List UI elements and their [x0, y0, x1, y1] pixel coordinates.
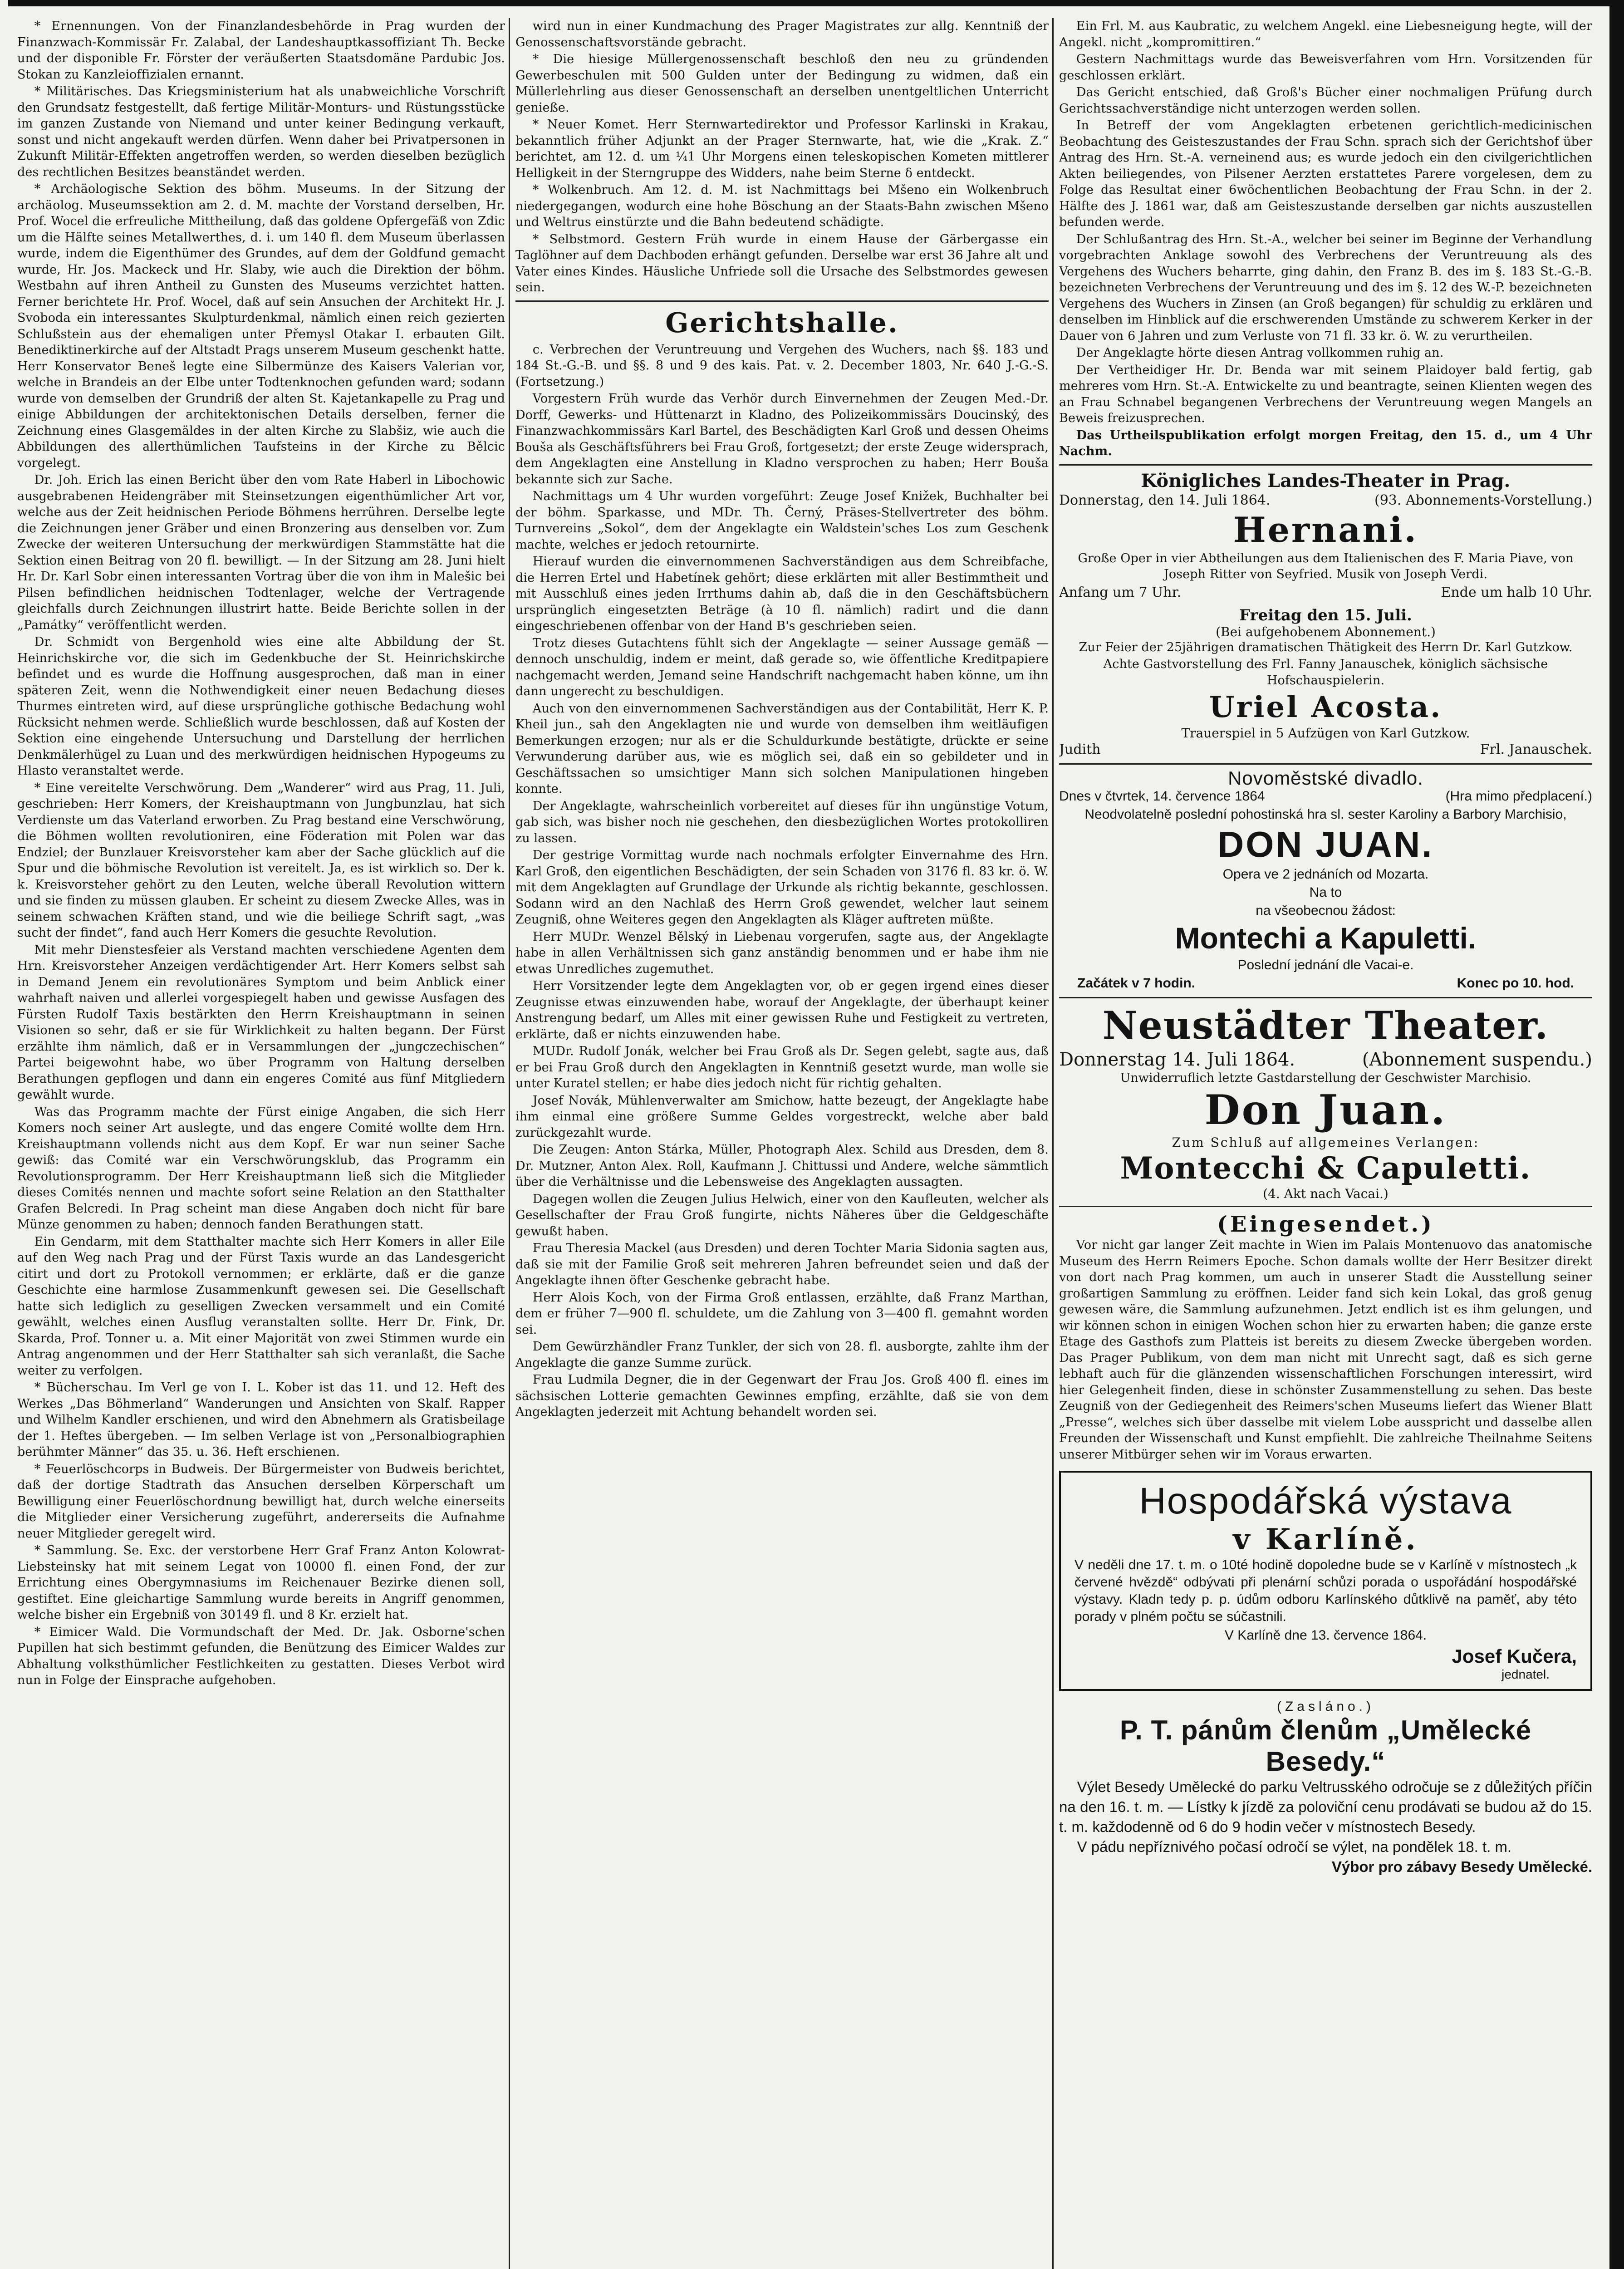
- play-description: Trauerspiel in 5 Aufzügen von Karl Gutzkow.: [1181, 726, 1470, 741]
- court-report-paragraph: Ein Frl. M. aus Kaubratic, zu welchem Angekl. eine Liebesneigung hegte, will der Angekl. nicht „kompromittiren.“: [1059, 19, 1592, 49]
- performance-date-row: [1059, 1048, 1592, 1071]
- friday-heading: Freitag den 15. Juli.: [1239, 606, 1412, 624]
- column-left: [17, 18, 505, 2269]
- section-divider: [1059, 763, 1592, 765]
- theater-title: Neustädter Theater.: [1102, 1003, 1549, 1048]
- play-description: Große Oper in vier Abtheilungen aus dem Italienischen des F. Maria Piave, von Joseph Ritter von Seyfried. Musik von Joseph Verdi.: [1078, 551, 1574, 581]
- news-item: * Selbstmord. Gestern Früh wurde in einem Hause der Gärbergasse ein Taglöhner auf dem Dachboden erhängt gefunden. Derselbe war erst 36 Jahre alt und Vater eines Kindes. Häusliche Unfriede soll die Ursache des Selbstmordes gewesen sein.: [515, 232, 1049, 295]
- section-divider: [1059, 1206, 1592, 1207]
- court-report-paragraph: Der Angeklagte, wahrscheinlich vorbereitet auf dieses für ihn ungünstige Votum, gab sich, was bisher noch nie geschehen, den diesbezüglichen Wortes protokolliren zu lassen.: [515, 799, 1049, 845]
- then-label: Na to: [1309, 885, 1342, 900]
- association-notice: [1059, 1699, 1592, 1877]
- section-divider: [1059, 997, 1592, 998]
- news-item: * Archäologische Sektion des böhm. Museums. In der Sitzung der archäolog. Museumssektion am 2. d. M. machte der Vorstand derselben, Hr. Prof. Woсel die erfreuliche Mittheilung, daß das goldene Opfergefäß von Zdic um die Hälfte seines Metallwerthes, d. i. um 140 fl. dem Museum überlassen wurde, indem die Eigenthümer des Grundes, auf dem der Goldfund gemacht wurde, Hr. Jos. Mackeck und Hr. Slaby, wie auch die Direktion der böhm. Westbahn auf ihren Antheil zu Gunsten des Museums verzichtet hatten. Ferner berichtete Hr. Prof. Woсel, daß auf sein Ansuchen der Architekt Hr. J. Svoboda ein interessantes Skulpturdenkmal, nämlich einen reich gezierten Schlußstein aus der ehemaligen unter Přemysl Otakar I. erbauten Gilt. Benediktinerkirche auf der Altstadt Prags unserem Museum geschenkt hatte. Herr Konservator Beneš legte eine Silbermünze des Kaisers Valerian vor, welche in Brandeis an der Elbe unter Todtenknochen gefunden ward; sodann wurde von demselben der Grundriß der alten St. Kajetankapelle zu Prag und einige Abbildungen der architektonischen Details derselben, ferner die Zeichnung eines Glasgemäldes in der alten Kirche zu Slabšiz, wie auch die Abbildungen des allerthümlichen Taufsteins in der Kirche zu Bělcic vorgelegt.: [17, 182, 505, 470]
- news-item: * Bücherschau. Im Verl ge von I. L. Kober ist das 11. und 12. Heft des Werkes „Das Böhmerland“ Wanderungen und Ansichten von Skalf. Rapper und Wilhelm Kandler erschienen, und wird den Abnehmern als Gratisbeilage der 1. Heftes übergeben. — Im selben Verlage ist von „Personalbiographien berühmter Männer“ das 35. u. 36. Heft erschienen.: [17, 1380, 505, 1459]
- court-report-paragraph: Dagegen wollen die Zeugen Julius Helwich, einer von den Kaufleuten, welcher als Gesellschafter der Frau Groß fungirte, nichts Näheres über die Geldgeschäfte gewußt haben.: [515, 1192, 1049, 1238]
- exhibition-date: V Karlíně dne 13. července 1864.: [1224, 1628, 1427, 1643]
- play-description: (4. Akt nach Vacai.): [1263, 1186, 1388, 1201]
- play-description: Opera ve 2 jednáních od Mozarta.: [1222, 867, 1429, 882]
- court-report-paragraph: Gestern Nachmittags wurde das Beweisverfahren vom Hrn. Vorsitzenden für geschlossen erklärt.: [1059, 52, 1592, 83]
- end-time: Konec po 10. hod.: [1457, 976, 1574, 991]
- court-report-paragraph: Frau Ludmila Degner, die in der Gegenwart der Frau Jos. Groß 400 fl. eines im sächsischen Lotterie gemachten Gewinnes empfing, erzählte, daß sie von dem Angeklagten jederzeit mit Achtung behandelt worden sei.: [515, 1373, 1049, 1419]
- performance-date: Dnes v čtvrtek, 14. července 1864: [1059, 789, 1265, 804]
- news-item: Dr. Joh. Erich las einen Bericht über den vom Rate Haberl in Libochowic ausgebrabenen Heidengräber mit Steinsetzungen eigenthümlicher Art vor, welche aus der Zeit heidnischen Periode Böhmens herrühren. Derselbe legte die Zeichnungen jener Gräber und einen Bronzering aus denselben vor. Zum Zwecke der weiteren Untersuchung der merkwürdigen Stammstätte hat die Sektion einen Beitrag von 20 fl. bewilligt. — In der Sitzung am 28. Juni hielt Hr. Dr. Karl Sobr einen interessanten Vortrag über die von ihm in Malešic bei Pilsen befindlichen heidnischen Todtenlager, welche der Vertragende gleichfalls durch Zeichnungen illustrirt hatte. Beide Berichte sollen in der „Památky“ veröffentlicht werden.: [17, 473, 505, 632]
- column-rule: [1052, 18, 1054, 2269]
- exhibition-text: V neděli dne 17. t. m. o 10té hodině dopoledne bude se v Karlíně v místnostech „k červené hvězdě“ odbývati při plenární schůzi porada o uspořádání hospodářské výstavy. Kladn tedy p. p. údům odboru Karlínského důtklivě na paměť, aby této porady v plném počtu se súčastnili.: [1074, 1557, 1577, 1624]
- notice-note: V pádu nepříznivého počasí odročí se výlet, na pondělek 18. t. m.: [1077, 1838, 1512, 1855]
- news-item: Ein Gendarm, mit dem Statthalter machte sich Herr Komers in aller Eile auf den Weg nach Prag und der Fürst Taxis wurde an das Landesgericht citirt und dort zu Protokoll vernommen; er erklärte, daß er die ganze Geschichte eine harmlose Zusammenkunft gewesen sei. Die Gesellschaft hatte sich lediglich zu geselligen Zwecken versammelt und ein Comité gewählt, welches einen Ausflug veranstalten sollte. Herr Dr. Fink, Dr. Skarda, Prof. Tonner u. a. Mit einer Majorität von zwei Stimmen wurde ein Antrag angenommen und der Herr Statthalter sah sich veranlaßt, die Sache weiter zu verfolgen.: [17, 1234, 505, 1378]
- request-label: na všeobecnou žádost:: [1256, 903, 1396, 918]
- section-divider: [515, 300, 1049, 302]
- news-item: * Ernennungen. Von der Finanzlandesbehörde in Prag wurden der Finanzwach-Kommissär Fr. Zalabal, der Landeshauptkassoffiziant Th. Becke und der disponible Fr. Förster der veräußerten Staatsdomäne Pardubic Jos. Stokan zu Kanzleioffizialen ernannt.: [17, 19, 505, 82]
- court-report-paragraph: Die Zeugen: Anton Stárka, Müller, Photograph Alex. Schild aus Dresden, dem 8. Dr. Mutzner, Anton Alex. Roll, Kaufmann J. Chittussi und Andere, welche sämmtlich über die Verhältnisse und die Lebensweise des Angeklagten aussagten.: [515, 1143, 1049, 1189]
- court-report-paragraph: Auch von den einvernommenen Sachverständigen aus der Contabilität, Herr K. P. Kheil jun., sah den Angeklagten nie und wurde von demselben ihm weitläufigen Bemerkungen erzogen; nur als er die Schuldurkunde bestätigte, drückte er seine Verwunderung darüber aus, wie es möglich sei, daß ein so gebildeter und in Geschäftssachen so umsichtiger Mann sich solchen Manipulationen hingeben konnte.: [515, 701, 1049, 796]
- news-item: Mit mehr Dienstesfeier als Verstand machten verschiedene Agenten dem Hrn. Kreisvorsteher Anzeigen verdächtigender Art. Herr Komers selbst sah in Demand Jenem ein revolutionäres Symptom und beim Anblick einer wahrhaft naiven und allerlei vorgespiegelt haben und gewisse Ausfagen des Fürsten Rudolf Taxis bestärkten den Herrn Kreishauptmann in seinen Visionen so sehr, daß er sie für Wirklichkeit zu halten begann. Der Fürst erzählte ihm nämlich, daß er in Versammlungen der „jungczechischen“ Partei beigewohnt habe, wo über Programm von Haltung derselben Berathungen gepflogen und dann ein engeres Comité aus fünf Mitgliedern gewählt wurde.: [17, 943, 505, 1102]
- theater-title: Novoměstské divadlo.: [1228, 767, 1423, 789]
- exhibition-subtitle: v Karlíně.: [1233, 1522, 1418, 1557]
- subscription-note: (Hra mimo předplacení.): [1445, 789, 1592, 804]
- play-description: Poslední jednání dle Vacai-e.: [1237, 958, 1414, 972]
- play-title: Uriel Acosta.: [1209, 690, 1442, 724]
- court-report-paragraph: MUDr. Rudolf Jonák, welcher bei Frau Groß als Dr. Segen gelebt, sagte aus, daß er bei Frau Groß durch den Angeklagten in Kenntniß gesetzt wurde, man wolle sie unter Kuratel stellen; er habe dies jedoch nicht für richtig gehalten.: [515, 1044, 1049, 1090]
- newspaper-page: [8, 0, 1617, 2269]
- news-item: Was das Programm machte der Fürst einige Angaben, die sich Herr Komers noch seiner Art auslegte, und das engere Comité wollte dem Hrn. Kreishauptmann vollends nicht aus dem Kopf. Er war nun seiner Sache gewiß: das Comité war ein Verschwörungsklub, das Programm ein Revolutionsprogramm. Der Herr Kreishauptmann ließ sich die Mitglieder dieses Comités nennen und machte sofort seine Relation an den Statthalter Grafen Belcredi. In Prag scheint man diese Angaben doch nicht für bare Münze genommen zu haben; dennoch fanden Berathungen statt.: [17, 1105, 505, 1232]
- play-title: Don Juan.: [1204, 1086, 1447, 1134]
- verdict-notice: Das Urtheilspublikation erfolgt morgen Freitag, den 15. d., um 4 Uhr Nachm.: [1059, 428, 1592, 458]
- cast-row: [1059, 741, 1592, 759]
- play-title: Montechi a Kapuletti.: [1175, 921, 1477, 955]
- court-report-paragraph: Trotz dieses Gutachtens fühlt sich der Angeklagte — seiner Aussage gemäß — dennoch unschuldig, indem er meint, daß gerade so, wie öffentliche Kreditpapiere nachgemacht werden, Jemand seine Handschrift nachgemacht haben könne, um ihn dann ungerecht zu beschuldigen.: [515, 636, 1049, 698]
- guest-note: Unwiderruflich letzte Gastdarstellung der Geschwister Marchisio.: [1120, 1071, 1531, 1085]
- news-item: * Eine vereitelte Verschwörung. Dem „Wanderer“ wird aus Prag, 11. Juli, geschrieben: Herr Komers, der Kreishauptmann von Jungbunzlau, hat sich Verdienste um das Vaterland erworben. Zu Prag bestand eine Verschwörung, die Böhmen wollten revolutioniren, eine Föderation mit Polen war das Endziel; der Bunzlauer Kreisvorsteher kam aber der Sache glücklich auf die Spur und die böhmische Revolution ist vereitelt. Ja, es ist wirklich so. Der k. k. Kreisvorsteher gehört zu den Leuten, welche überall Revolution wittern und sie finden zu müssen glauben. Er scheint zu diesem Zwecke Alles, was in seinem schwachen Kräften stand, und wie die beiliege Schrift sagt, „was sucht der findet“, fand auch Herr Komers die gesuchte Revolution.: [17, 781, 505, 940]
- court-report-paragraph: Der Schlußantrag des Hrn. St.-A., welcher bei seiner im Beginne der Verhandlung vorgebrachten Anklage sowohl des Verbrechens der Veruntreuung als des Vergehens des Wuchers beharrte, ging dahin, den Franz B. des im §. 183 St.-G.-B. bezeichneten Verbrechens der Veruntreuung und des im §. 12 des W.-P. bezeichneten Vergehens des Wuchers in Zinsen (an Groß begangen) für schuldig zu erklären und denselben im Hinblick auf die erschwerenden Umstände zu schwerem Kerker in der Dauer von 6 Jahren und zum Verluste von 71 fl. 33 kr. ö. W. zu verurtheilen.: [1059, 232, 1592, 343]
- play-title: Hernani.: [1233, 509, 1418, 550]
- request-label: Zum Schluß auf allgemeines Verlangen:: [1172, 1135, 1480, 1150]
- start-time: Anfang um 7 Uhr.: [1059, 584, 1182, 600]
- performance-date-row: [1059, 491, 1592, 510]
- news-item: * Feuerlöschcorps in Budweis. Der Bürgermeister von Budweis berichtet, daß der dortige Stadtrath das Ansuchen derselben Körperschaft um Bewilligung einer Feuerlöschordnung bewilligt hat, durch welche einerseits die Mitglieder einer Versicherung zugeführt, andererseits die Aufnahme neuer Mitglieder geregelt wird.: [17, 1462, 505, 1541]
- performance-date: Donnerstag, den 14. Juli 1864.: [1059, 492, 1271, 508]
- court-report-paragraph: Frau Theresia Mackel (aus Dresden) und deren Tochter Maria Sidonia sagten aus, daß sie mit der Familie Groß seit mehreren Jahren befreundet seien und daß der Angeklagte ihnen öfter Geschenke gebracht habe.: [515, 1241, 1049, 1287]
- notice-heading: P. T. pánům členům „Umělecké Besedy.“: [1119, 1715, 1532, 1777]
- column-right: [1059, 18, 1592, 2269]
- performance-date: Donnerstag 14. Juli 1864.: [1059, 1049, 1295, 1070]
- court-report-paragraph: Das Gericht entschied, daß Groß's Bücher einer nochmaligen Prüfung durch Gerichtssachverständige nicht unterzogen werden sollen.: [1059, 85, 1592, 116]
- section-heading-court: Gerichtshalle.: [665, 307, 899, 339]
- theater-title: Königliches Landes-Theater in Prag.: [1141, 470, 1511, 491]
- section-divider: [1059, 464, 1592, 466]
- column-middle: [515, 18, 1049, 2269]
- scan-border-top: [8, 0, 1617, 6]
- role-name: Judith: [1059, 742, 1101, 757]
- notice-title: (Eingesendet.): [1217, 1212, 1434, 1237]
- theater-listing-royal: [1059, 470, 1592, 759]
- signature-role: jednatel.: [1501, 1667, 1550, 1681]
- notice-signature: Výbor pro zábavy Besedy Umělecké.: [1331, 1858, 1592, 1875]
- subscription-note: (Abonnement suspendu.): [1362, 1049, 1592, 1070]
- court-report-paragraph: Dem Gewürzhändler Franz Tunkler, der sich von 28. fl. ausborgte, zahlte ihm der Angeklagte die ganze Summe zurück.: [515, 1340, 1049, 1370]
- news-item: * Die hiesige Müllergenossenschaft beschloß den neu zu gründenden Gewerbeschulen mit 500 Gulden unter der Bedingung zu widmen, daß ein Müllerlehrling aus dieser Genossenschaft an derselben unentgeltlichen Unterricht genieße.: [515, 52, 1049, 115]
- news-item: * Neuer Komet. Herr Sternwartedirektor und Professor Karlinski in Krakau, bekanntlich früher Adjunkt an der Prager Sternwarte, hat, wie die „Krak. Z.“ berichtet, am 12. d. um ¼1 Uhr Morgens einen teleskopischen Kometen mittlerer Helligkeit in der Sterngruppe des Widders, nahe beim Sterne δ entdeckt.: [515, 118, 1049, 180]
- news-item: * Militärisches. Das Kriegsministerium hat als unabweichliche Vorschrift den Grundsatz festgestellt, daß fertige Militär-Monturs- und Rüstungsstücke im ganzen Zustande von Niemand und unter keiner Bedingung verkauft, sonst und nicht angekauft werden dürfen. Wenn daher bei Privatpersonen in Zukunft Militär-Effekten angetroffen werden, so werden dieselben bezüglich des rechtlichen Besitzes beanständet werden.: [17, 84, 505, 179]
- news-item: * Eimicer Wald. Die Vormundschaft der Med. Dr. Jak. Osborne'schen Pupillen hat sich bestimmt gefunden, die Benützung des Eimicer Waldes zur Abhaltung volksthümlicher Festlichkeiten zu gestatten. Dieses Verbot wird nun in Folge der Einsprache aufgehoben.: [17, 1625, 505, 1687]
- news-item: * Sammlung. Se. Exc. der verstorbene Herr Graf Franz Anton Kolowrat-Liebsteinsky hat mit seinem Legat von 10000 fl. einen Fond, der zur Errichtung eines Obergymnasiums im Reichenauer Bezirke dienen soll, gestiftet. Eine gleichartige Sammlung wurde bereits in Angriff genommen, welche bisher ein Ergebniß von 30149 fl. und 8 Kr. erzielt hat.: [17, 1543, 505, 1622]
- court-report-paragraph: Der Angeklagte hörte diesen Antrag vollkommen ruhig an.: [1076, 346, 1444, 360]
- court-report-paragraph: Vorgestern Früh wurde das Verhör durch Einvernehmen der Zeugen Med.-Dr. Dorff, Gewerks- und Hüttenarzt in Kladno, des Polizeikommissärs Doucinský, des Finanzwachkommissärs Karl Bartel, des Beschädigten Karl Groß und dessen Oheims Bouša als Geschäftsführers bei Frau Groß, fortgesetzt; der erste Zeuge widersprach, dem Angeklagten eine Anstellung in Kladno versprochen zu haben; Herr Bouša bekannte sich zur Sache.: [515, 392, 1049, 486]
- court-report-paragraph: Nachmittags um 4 Uhr wurden vorgeführt: Zeuge Josef Knižek, Buchhalter bei der böhm. Sparkasse, und MDr. Th. Černý, Präses-Stellvertreter des böhm. Turnvereins „Sokol“, dem der Angeklagte ein Waldstein'sches Los zum Geschenk machte, welches er jedoch retournirte.: [515, 489, 1049, 552]
- court-report-paragraph: Herr MUDr. Wenzel Bělský in Liebenau vorgerufen, sagte aus, der Angeklagte habe in allen Verhältnissen sich ganz anständig benommen und er habe ihm nie etwas Unredliches zugemuthet.: [515, 929, 1049, 976]
- court-report-paragraph: Josef Novák, Mühlenverwalter am Smichow, hatte bezeugt, der Angeklagte habe ihm einmal eine größere Summe Geldes vorgestreckt, welche aber bald zurückgezahlt wurde.: [515, 1093, 1049, 1140]
- play-title: DON JUAN.: [1217, 824, 1434, 864]
- court-report-paragraph: Herr Alois Koch, von der Firma Groß entlassen, erzählte, daß Franz Marthan, dem er früher 7—900 fl. schuldete, um die Zahlung von 3—400 fl. gemahnt worden sei.: [515, 1290, 1049, 1337]
- news-item: Dr. Schmidt von Bergenhold wies eine alte Abbildung der St. Heinrichskirche vor, die sich im Gedenkbuche der St. Heinrichskirche befindet und es wurde die Hoffnung ausgesprochen, daß man in einer späteren Zeit, wenn die Nothwendigkeit einer neuen Bedachung dieses Thurmes eintreten wird, auf diese ursprüngliche gothische Bedachung wohl Rücksicht nehmen werde. Schließlich wurde beschlossen, daß auf Kosten der Sektion eine eingehende Untersuchung und Darstellung der herrlichen Denkmälerhügel zu Luan und des merkwürdigen heidnischen Hypogeums zu Hlasto veranstaltet werde.: [17, 635, 505, 778]
- court-report-paragraph: Herr Vorsitzender legte dem Angeklagten vor, ob er gegen irgend eines dieser Zeugnisse etwas einzuwenden habe, worauf der Angeklagte, der überhaupt keiner Anstrengung bedarf, um Alles mit einer gewissen Ruhe und Festigkeit zu vertreten, erklärte, daß er nichts einzuwenden habe.: [515, 979, 1049, 1041]
- end-time: Ende um halb 10 Uhr.: [1441, 584, 1592, 600]
- court-report-paragraph: c. Verbrechen der Veruntreuung und Vergehen des Wuchers, nach §§. 183 und 184 St.-G.-B. und §§. 8 und 9 des kais. Pat. v. 2. December 1803, Nr. 640 J.-G.-S. (Fortsetzung.): [515, 342, 1049, 389]
- notice-title: (Zasláno.): [1276, 1699, 1375, 1714]
- theater-listing-novomestske: [1059, 769, 1592, 992]
- news-item: wird nun in einer Kundmachung des Prager Magistrates zur allg. Kenntniß der Genossenschaftsvorstände gebracht.: [515, 19, 1049, 49]
- court-report-paragraph: Der gestrige Vormittag wurde nach nochmals erfolgter Einvernahme des Hrn. Karl Groß, den eigentlichen Beschädigten, der sein Schaden von 3176 fl. 83 kr. ö. W. mit dem Angeklagten auf Grundlage der Urkunde als richtig bekannte, geschlossen. Sodann wird an den Nachlaß des Herrn Groß gewendet, welcher laut seinem Zeugniß, ohne Weiteres gegen den Angeklagten als Kläger auftreten müßte.: [515, 848, 1049, 927]
- theater-listing-neustaedter: [1059, 1003, 1592, 1201]
- court-report-paragraph: In Betreff der vom Angeklagten erbetenen gerichtlich-medicinischen Beobachtung des Geisteszustandes der Frau Schn. sprach sich der Gerichtshof über Antrag des Hrn. St.-A. verneinend aus; es wurde jedoch ein den civilgerichtlichen Akten beiliegendes, von Pilsener Aerzten erstattetes Parere vorgelesen, dem zu Folge das Resultat einer 6wöchentlichen Beobachtung der Frau Schn. in der 2. Hälfte des J. 1861 war, daß am Geisteszustande derselben gar nichts auszustellen befunden werde.: [1059, 118, 1592, 229]
- news-item: * Wolkenbruch. Am 12. d. M. ist Nachmittags bei Mšeno ein Wolkenbruch niedergegangen, wodurch eine hohe Böschung an der Staats-Bahn zwischen Mšeno und Weltrus einstürzte und die Bahn bedeutend schädigte.: [515, 183, 1049, 229]
- start-time: Začátek v 7 hodin.: [1077, 976, 1196, 991]
- performance-date-row: [1059, 787, 1592, 805]
- friday-sub: (Bei aufgehobenem Abonnement.): [1216, 624, 1436, 639]
- exhibition-advertisement: [1059, 1471, 1592, 1691]
- guest-note: Achte Gastvorstellung des Frl. Fanny Janauschek, königlich sächsische Hofschauspielerin.: [1103, 657, 1548, 688]
- actor-name: Frl. Janauschek.: [1480, 742, 1592, 757]
- column-rule: [509, 18, 510, 2269]
- time-row: [1059, 584, 1592, 602]
- benefit-note: Zur Feier der 25jährigen dramatischen Thätigkeit des Herrn Dr. Karl Gutzkow.: [1079, 640, 1573, 654]
- court-report-paragraph: Der Vertheidiger Hr. Dr. Benda war mit seinem Plaidoyer bald fertig, gab mehreres vom Hrn. St.-A. Entwickelte zu und beantragte, seinen Klienten wegen des an Frau Schnabel begangenen Verbrechens der Veruntreuung wegen Mangels an Beweis freizusprechen.: [1059, 363, 1592, 425]
- exhibition-title: Hospodářská výstava: [1139, 1480, 1512, 1522]
- guest-note: Neodvolatelně poslední pohostinská hra sl. sester Karoliny a Barbory Marchisio,: [1084, 807, 1567, 822]
- notice-body: Vor nicht gar langer Zeit machte in Wien im Palais Montenuovo das anatomische Museum des Herrn Reimers Epoche. Schon damals wollte der Herr Besitzer direkt von dort nach Prag kommen, um auch in unserer Stadt die Ausstellung seiner großartigen Sammlung zu eröffnen. Leider fand sich kein Lokal, das groß genug gewesen wäre, die Sammlung aufzunehmen. Jetzt endlich ist es ihm gelungen, und wir können schon in einigen Wochen schon hier zu erwarten haben; die ganze erste Etage des Gasthofs zum Platteis ist bereits zu diesem Zwecke übergeben worden. Das Prager Publikum, von dem man nicht mit Unrecht sagt, daß es sich gerne lebhaft auch für die glänzenden wissenschaftlichen Forschungen interessirt, wird hier Gelegenheit finden, diese in schönster Zusammenstellung zu sehen. Das beste Zeugniß von der Gediegenheit des Reimers'schen Museums liefert das Wiener Blatt „Presse“, welches sich über dasselbe mit vielem Lobe ausspricht und dasselbe allen Freunden der Wissenschaft und Kunst empfiehlt. Die zahlreiche Theilnahme Seitens unserer Mitbürger sehen wir im Voraus erwarten.: [1059, 1238, 1592, 1462]
- time-row: [1059, 974, 1592, 992]
- court-report-paragraph: Hierauf wurden die einvernommenen Sachverständigen aus dem Schreibfache, die Herren Ertel und Habetínek gehört; diese erklärten mit aller Bestimmtheit und mit Ausschluß eines jeden Irrthums dahin ab, daß die in den Geschäftsbüchern ursprünglich eingesetzten Beträge (à 10 fl. nämlich) radirt und die dann eingeschriebenen offenbar von der Hand B's geschrieben seien.: [515, 555, 1049, 633]
- signature: Josef Kučera,: [1452, 1645, 1577, 1667]
- notice-body: Výlet Besedy Umělecké do parku Veltrusského odročuje se z důležitých příčin na den 16. t. m. — Lístky k jízdě za poloviční cenu prodávati se budou až do 15. t. m. každodenně od 6 do 9 hodin večer v místnostech Besedy.: [1059, 1778, 1592, 1835]
- submitted-notice: [1059, 1212, 1592, 1463]
- scan-border-right: [1609, 0, 1624, 2269]
- subscription-note: (93. Abonnements-Vorstellung.): [1374, 492, 1592, 508]
- play-title: Montecchi & Capuletti.: [1120, 1150, 1531, 1186]
